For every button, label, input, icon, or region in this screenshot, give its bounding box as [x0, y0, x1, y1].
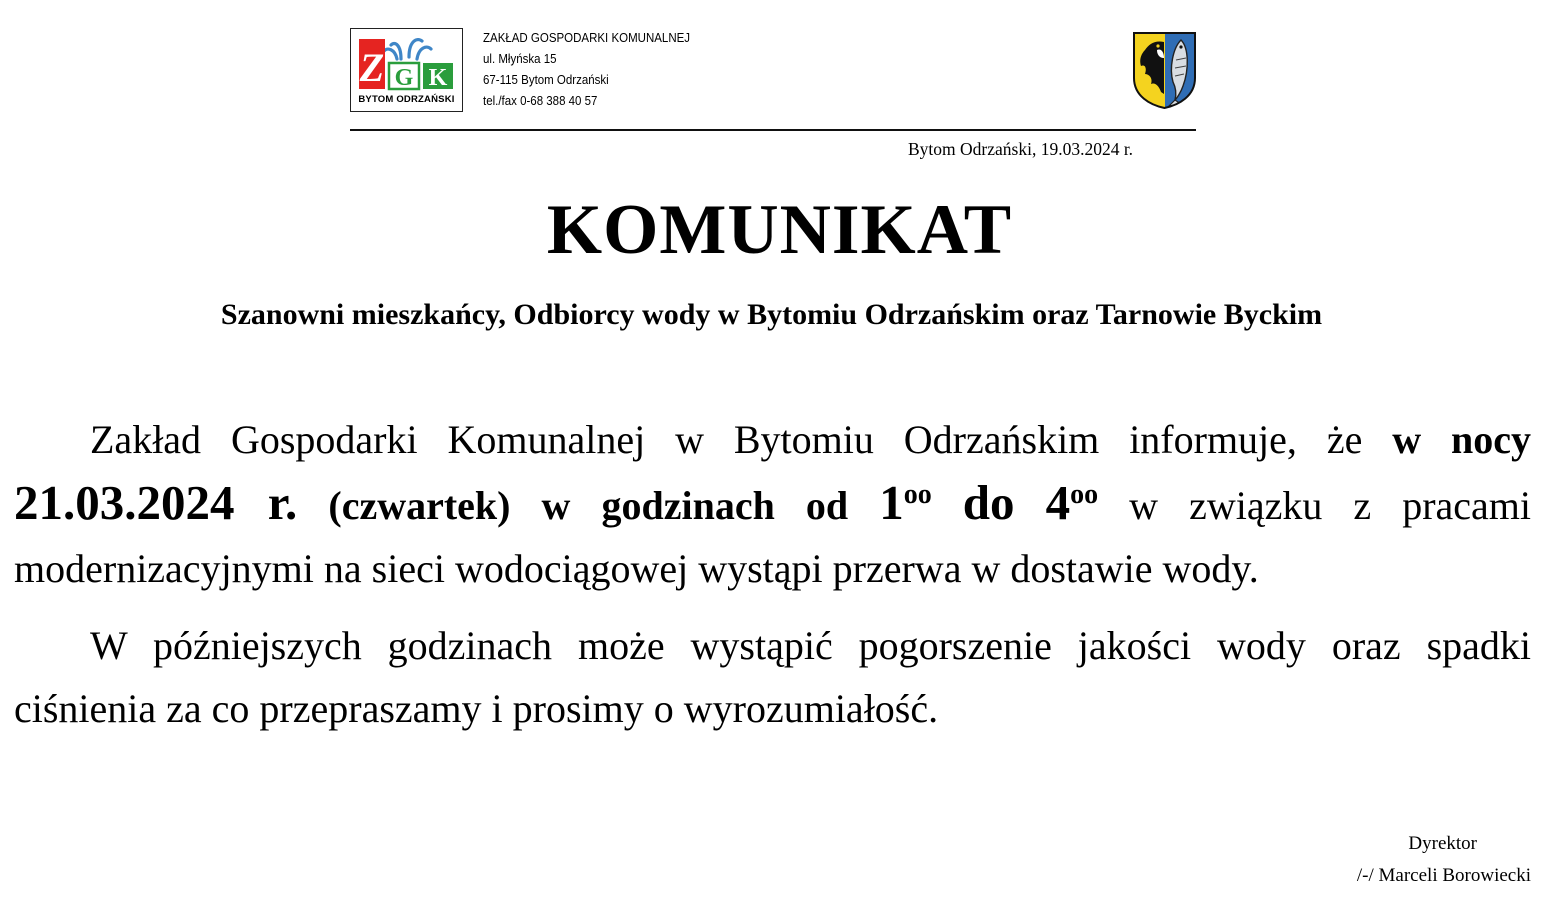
zgk-logo-icon [357, 35, 457, 93]
announcement-paragraph-1 [14, 408, 1531, 600]
signature-block [1357, 828, 1531, 892]
outage-from-minutes: oo [903, 478, 932, 510]
announcement-paragraph-2: W późniejszych godzinach może wystąpić pogorszenie jakości wody oraz spadki ciśnienia za co przepraszamy i prosimy o wyrozumiałość. [14, 623, 1531, 731]
signature-role: Dyrektor [1408, 833, 1477, 854]
outage-to-minutes: oo [1070, 478, 1099, 510]
announcement-body [14, 408, 1531, 740]
header-divider [350, 129, 1196, 131]
outage-from-hour: 1 [879, 475, 904, 530]
document-date: Bytom Odrzański, 19.03.2024 r. [908, 139, 1134, 159]
company-street: ul. Młyńska 15 [483, 52, 557, 66]
logo-caption: BYTOM ODRZAŃSKI [358, 94, 455, 105]
zgk-logo [350, 28, 463, 112]
outage-weekday: (czwartek) w godzinach od [328, 483, 849, 528]
logo-letter-z: Z [359, 45, 385, 90]
company-phone: tel./fax 0-68 388 40 57 [483, 94, 598, 108]
outage-to-word: do [962, 475, 1015, 530]
company-city: 67-115 Bytom Odrzański [483, 73, 609, 87]
outage-to-hour: 4 [1045, 475, 1071, 530]
letterhead [350, 26, 1196, 132]
company-name: ZAKŁAD GOSPODARKI KOMUNALNEJ [483, 31, 691, 45]
coat-of-arms-icon [1131, 30, 1198, 110]
page-title: KOMUNIKAT [546, 191, 1013, 269]
paragraph-1-w-nocy: w nocy [1392, 417, 1531, 462]
addressee-line: Szanowni mieszkańcy, Odbiorcy wody w Bytomiu Odrzańskim oraz Tarnowie Byckim [220, 298, 1323, 331]
logo-letter-g: G [394, 65, 414, 91]
logo-letter-k: K [428, 65, 448, 91]
company-address-block [483, 28, 690, 112]
outage-date: 21.03.2024 r. [14, 475, 298, 530]
paragraph-1-rest: w związku z pracami modernizacyjnymi na sieci wodociągowej wystąpi przerwa w dostawie wody. [14, 483, 1532, 591]
signature-name: /-/ Marceli Borowiecki [1356, 865, 1531, 886]
paragraph-1-lead: Zakład Gospodarki Komunalnej w Bytomiu Odrzańskim informuje, że [90, 417, 1393, 462]
